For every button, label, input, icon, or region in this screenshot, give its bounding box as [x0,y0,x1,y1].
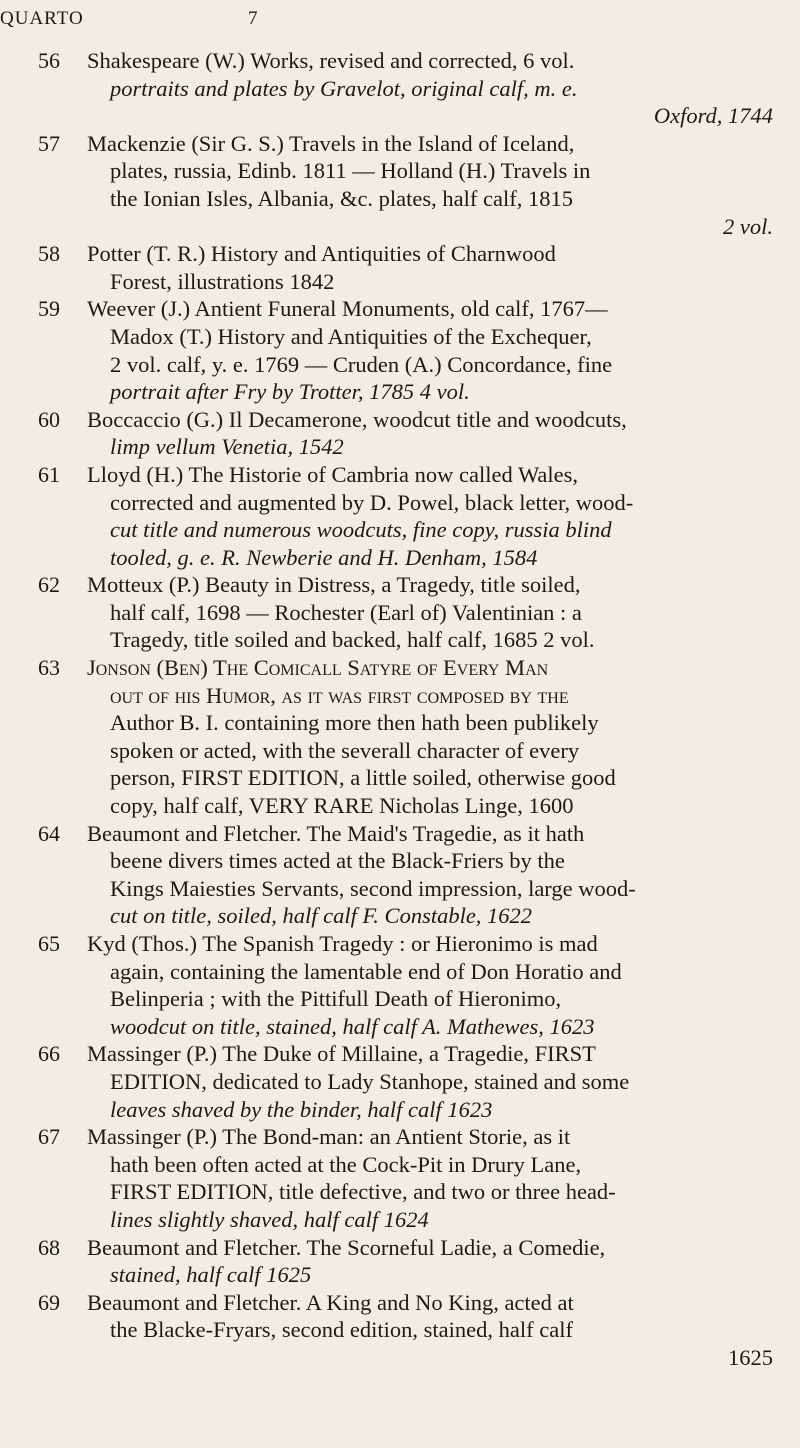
entry-line: stained, half calf 1625 [110,1262,312,1288]
entry-line: corrected and augmented by D. Powel, black letter, wood- [110,489,634,515]
lot-entry [0,571,800,654]
entry-line: Potter (T. R.) History and Antiquities of Charnwood [87,241,556,267]
entry-line: tooled, g. e. R. Newberie and H. Denham, 1584 [110,544,538,570]
lot-number: 59 [38,296,60,322]
lot-entry [0,820,800,930]
entry-line: FIRST EDITION, title defective, and two or three head- [110,1179,616,1205]
lot-number: 60 [38,406,60,432]
lot-entry [0,406,800,461]
entry-line: 2 vol. calf, y. e. 1769 — Cruden (A.) Concordance, fine [110,351,613,377]
entry-line: Author B. I. containing more then hath been publikely [110,710,599,736]
entry-line: Shakespeare (W.) Works, revised and corrected, 6 vol. [87,48,575,73]
lot-entry [0,654,800,820]
entry-line: Kings Maiesties Servants, second impression, large wood- [110,875,636,901]
entry-line: Beaumont and Fletcher. A King and No King, acted at [87,1289,574,1315]
entry-line: copy, half calf, VERY RARE Nicholas Linge, 1600 [110,793,574,819]
lot-entry [0,461,800,571]
lot-number: 57 [38,130,60,156]
entry-line: cut on title, soiled, half calf F. Constable, 1622 [110,903,533,929]
entry-line: spoken or acted, with the severall character of every [110,737,580,763]
lot-entry [0,1040,800,1123]
entry-line: Belinperia ; with the Pittifull Death of Hieronimo, [110,986,562,1012]
entry-line: lines slightly shaved, half calf 1624 [110,1206,429,1232]
entry-line: EDITION, dedicated to Lady Stanhope, stained and some [110,1068,630,1094]
entry-line: Oxford, 1744 [653,103,773,129]
entry-line: plates, russia, Edinb. 1811 — Holland (H.) Travels in [110,158,591,184]
lot-entry [0,240,800,295]
entry-line: Weever (J.) Antient Funeral Monuments, old calf, 1767— [87,296,608,322]
entry-line: hath been often acted at the Cock-Pit in Drury Lane, [110,1151,582,1177]
lot-number: 56 [38,48,60,73]
entry-line: portraits and plates by Gravelot, original calf, m. e. [110,75,578,101]
entry-line: Massinger (P.) The Duke of Millaine, a Tragedie, FIRST [87,1041,596,1067]
entry-line: person, FIRST EDITION, a little soiled, otherwise good [110,765,616,791]
entry-line: Beaumont and Fletcher. The Scorneful Ladie, a Comedie, [87,1234,606,1260]
entry-line: Mackenzie (Sir G. S.) Travels in the Island of Iceland, [87,130,575,156]
entry-line: Lloyd (H.) The Historie of Cambria now called Wales, [87,461,578,487]
entry-line: Beaumont and Fletcher. The Maid's Tragedie, as it hath [87,820,585,846]
lot-entry [0,1123,800,1233]
lot-number: 63 [38,655,60,681]
entry-line: again, containing the lamentable end of Don Horatio and [110,958,622,984]
page-header [0,8,800,38]
entry-line: Motteux (P.) Beauty in Distress, a Tragedy, title soiled, [87,572,581,598]
entry-line: woodcut on title, stained, half calf A. Mathewes, 1623 [110,1013,595,1039]
lot-number: 67 [38,1124,60,1150]
entry-line: 1625 [728,1344,773,1370]
entry-line: half calf, 1698 — Rochester (Earl of) Valentinian : a [110,599,582,625]
lot-entry [0,130,800,240]
lot-number: 65 [38,931,60,956]
entry-line: 2 vol. [723,213,773,239]
lot-entry [0,1289,800,1372]
entry-line: Kyd (Thos.) The Spanish Tragedy : or Hieronimo is mad [87,931,598,956]
entry-line: portrait after Fry by Trotter, 1785 4 vol. [110,379,470,405]
lot-number: 64 [38,820,60,846]
lot-entry [0,1234,800,1289]
entry-line: the Ionian Isles, Albania, &c. plates, half calf, 1815 [110,185,573,211]
lot-number: 69 [38,1289,60,1315]
lot-number: 68 [38,1234,60,1260]
catalogue-entries [0,47,800,1372]
entry-line: Massinger (P.) The Bond-man: an Antient Storie, as it [87,1124,571,1150]
entry-line: Madox (T.) History and Antiquities of the Exchequer, [110,323,592,349]
entry-line: the Blacke-Fryars, second edition, stained, half calf [110,1317,573,1343]
lot-number: 62 [38,572,60,598]
entry-line: beene divers times acted at the Black-Friers by the [110,848,565,874]
entry-line: Tragedy, title soiled and backed, half calf, 1685 2 vol. [110,627,595,653]
page-number: 7 [248,8,259,29]
entry-line: cut title and numerous woodcuts, fine copy, russia blind [110,517,612,543]
lot-entry [0,295,800,405]
lot-number: 61 [38,461,60,487]
lot-number: 66 [38,1041,60,1067]
entry-line: limp vellum Venetia, 1542 [110,434,344,460]
entry-line: Forest, illustrations 1842 [110,268,335,294]
entry-line: Boccaccio (G.) Il Decamerone, woodcut title and woodcuts, [87,406,627,432]
running-title: QUARTO [0,8,84,29]
lot-entry [0,930,800,1040]
entry-line: out of his Humor, as it was first composed by the [110,682,569,708]
lot-entry [0,47,800,130]
lot-number: 58 [38,241,60,267]
entry-line: Jonson (Ben) The Comicall Satyre of Every Man [87,655,549,681]
entry-line: leaves shaved by the binder, half calf 1623 [110,1096,493,1122]
